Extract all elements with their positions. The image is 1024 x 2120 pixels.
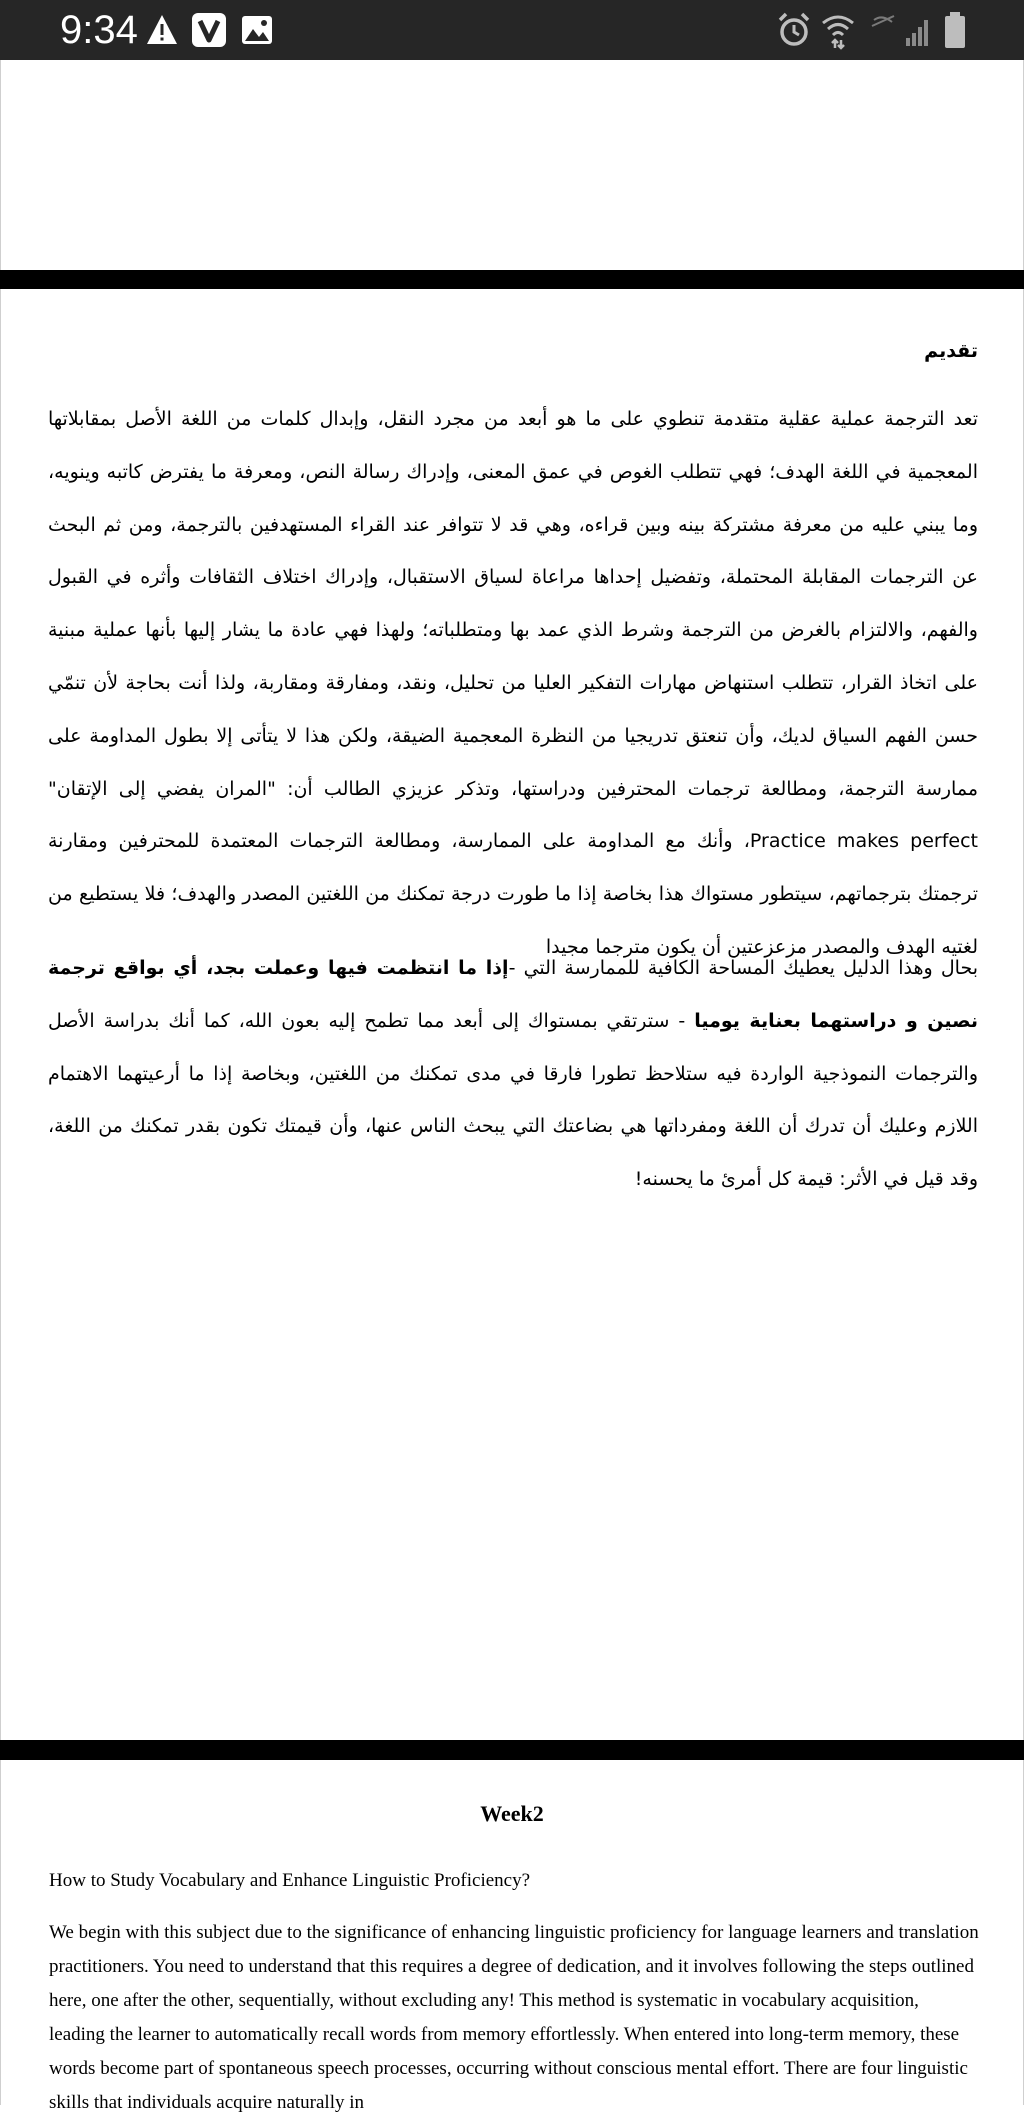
wifi-icon [820,10,856,50]
document-page-top [0,60,1024,270]
battery-icon [942,10,968,50]
arabic-heading: تقديم [924,340,978,362]
status-bar [0,0,1024,60]
v-app-icon [190,10,228,50]
page-separator [0,1740,1024,1760]
no-signal-icon [868,10,898,50]
arabic-paragraph-2-end: - سترتقي بمستواك إلى أبعد مما تطمح إليه بعون الله، كما أنك بدراسة الأصل والترجمات النموذجية الواردة فيه ستلاحظ تطورا فارقا في مدى تمكنك من اللغتين، وبخاصة إذا ما أرعيتهما الاهتمام اللازم وعليك أن تدرك أن اللغة ومفرداتها هي بضاعتك التي يبحث الناس عنها، وأن قيمتك تكون بقدر تمكنك من اللغة، وقد قيل في الأثر: قيمة كل أمرئ ما يحسنه! [48,1009,978,1191]
status-time: 9:34 [60,8,138,52]
section-question: How to Study Vocabulary and Enhance Linguistic Proficiency? [49,1870,531,1891]
page-separator [0,270,1024,289]
arabic-paragraph-1: تعد الترجمة عملية عقلية متقدمة تنطوي على ما هو أبعد من مجرد النقل، وإبدال كلمات من اللغة الأصل بمقابلاتها المعجمية في اللغة الهدف؛ فهي تتطلب الغوص في عمق المعنى، وإدراك رسالة النص، ومعرفة ما يفترض كاتبه وينويه، وما يبني عليه من معرفة مشتركة بينه وبين قراءه، وهي قد لا تتوافر عند القراء المستهدفين بالترجمة، ومن ثم البحث عن الترجمات المقابلة المحتملة، وتفضيل إحداها مراعاة لسياق الاستقبال، وإدراك اختلاف الثقافات وأثره في القبول والفهم، والالتزام بالغرض من الترجمة وشرط الذي عمد بها ومتطلباته؛ ولهذا فهي عادة ما يشار إليها بأنها عملية مبنية على اتخاذ القرار، تتطلب استنهاض مهارات التفكير العليا من تحليل، ونقد، ومفارقة ومقاربة، ولذا أنت بحاجة لأن تنمّي حسن الفهم السياق لديك، وأن تنعتق تدريجيا من النظرة المعجمية الضيقة، ولكن هذا لا يتأتى إلا بطول المداومة على ممارسة الترجمة، ومطالعة ترجمات المحترفين ودراستها، وتذكر عزيزي الطالب أن: "المران يفضي إلى الإتقان" Practice makes perfect، وأنك مع المداومة على الممارسة، ومطالعة الترجمات المعتمدة للمحترفين ومقارنة ترجمتك بترجماتهم، سيتطور مستواك هذا بخاصة إذا ما طورت درجة تمكنك من اللغتين المصدر والهدف؛ فلا يستطيع من لغتيه الهدف والمصدر مزعزعتين أن يكون مترجما مجيدا [48,408,978,958]
alarm-icon [776,10,812,50]
alert-triangle-icon [145,10,179,50]
arabic-paragraph-2 [48,942,978,1206]
week-title: Week2 [480,1801,544,1826]
english-paragraph: We begin with this subject due to the significance of enhancing linguistic proficiency for language learners and translation practitioners. You need to understand that this requires a degree of dedication, and it involves following the steps outlined here, one after the other, sequentially, without excluding any! This method is systematic in vocabulary acquisition, leading the learner to automatically recall words from memory effortlessly. When entered into long-term memory, these words become part of spontaneous speech processes, occurring without conscious mental effort. There are four linguistic skills that individuals acquire naturally in [49,1922,979,2113]
arabic-paragraph-2-start: بحال وهذا الدليل يعطيك المساحة الكافية للممارسة التي - [508,957,978,979]
cell-signal-icon [904,10,934,50]
image-icon [240,10,274,50]
arabic-paragraph-2-bold: إذا ما انتظمت فيها وعملت بجد، أي بواقع ترجمة نصين و دراستهما بعناية يوميا [48,957,978,1032]
